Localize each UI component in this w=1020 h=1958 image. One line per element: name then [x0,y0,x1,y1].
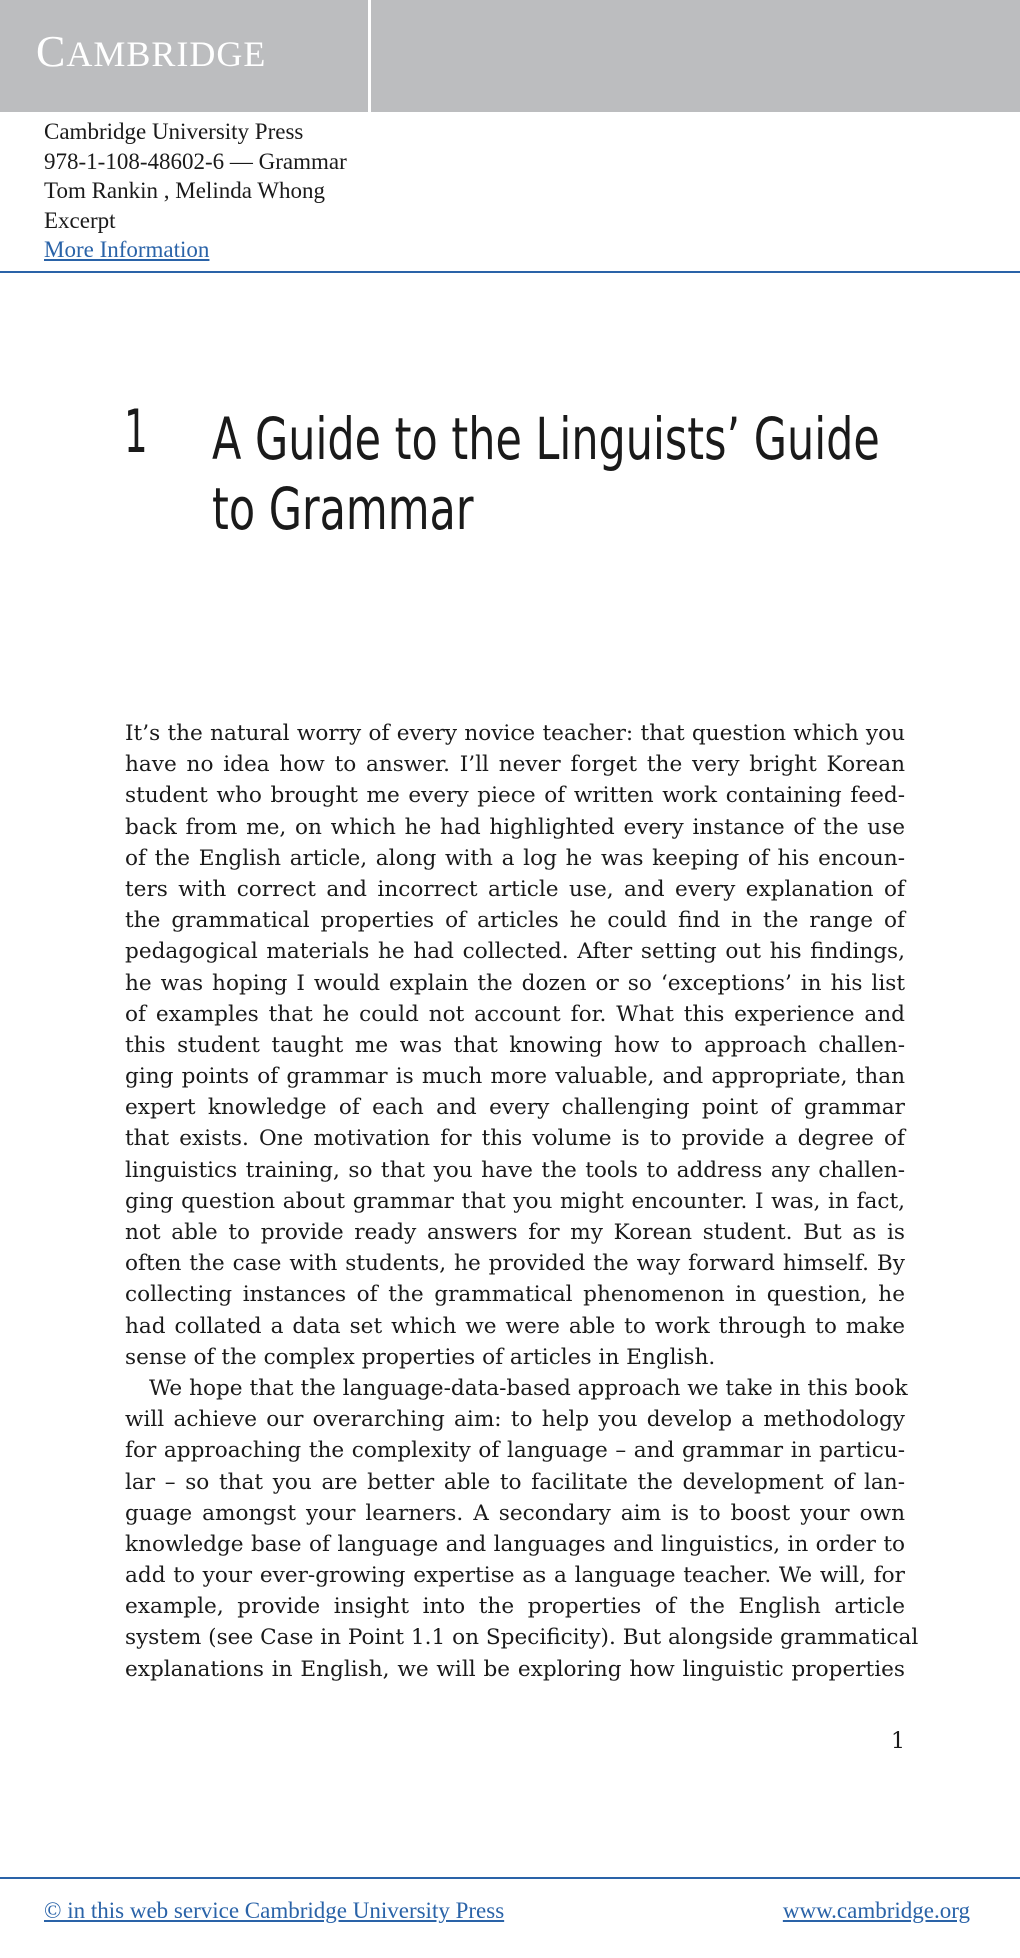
authors: Tom Rankin , Melinda Whong [44,178,325,203]
body-line: the grammatical properties of articles he could find in the range of [125,908,905,934]
body-line: not able to provide ready answers for my Korean student. But as is [125,1220,905,1245]
body-line: sense of the complex properties of articles in English. [125,1344,716,1370]
body-line: guage amongst your learners. A secondary aim is to boost your own [125,1500,905,1526]
body-line: system (see Case in Point 1.1 on Specificity). But alongside grammatical [125,1625,919,1651]
body-line: of examples that he could not account for. What this experience and [125,1001,905,1027]
body-line: explanations in English, we will be exploring how linguistic properties [125,1656,905,1682]
body-line: of the English article, along with a log he was keeping of his encoun- [125,845,905,871]
website-link[interactable]: www.cambridge.org [782,1898,970,1923]
body-line: that exists. One motivation for this volume is to provide a degree of [125,1126,905,1152]
chapter-title [212,404,880,544]
chapter-title-line-2: to Grammar [212,475,474,543]
body-line: collecting instances of the grammatical phenomenon in question, he [125,1282,905,1308]
body-line: example, provide insight into the properties of the English article [125,1594,905,1620]
chapter-number: 1 [124,397,148,467]
body-line: expert knowledge of each and every challenging point of grammar [125,1095,905,1121]
banner-divider [368,0,371,112]
body-line: back from me, on which he had highlighted every instance of the use [125,814,905,840]
body-line: ters with correct and incorrect article use, and every explanation of [125,876,905,902]
body-line: have no idea how to answer. I’ll never forget the very bright Korean [125,752,905,778]
body-line: had collated a data set which we were able to work through to make [125,1313,905,1339]
body-line: ging question about grammar that you might encounter. I was, in fact, [125,1188,905,1214]
body-line: lar – so that you are better able to facilitate the development of lan- [125,1469,905,1495]
body-line: often the case with students, he provided the way forward himself. By [125,1251,905,1277]
page-number: 1 [891,1729,905,1754]
body-line: will achieve our overarching aim: to help you develop a methodology [125,1407,905,1433]
body-line: It’s the natural worry of every novice teacher: that question which you [125,721,905,746]
body-line: student who brought me every piece of written work containing feed- [125,783,905,809]
copyright-link[interactable]: © in this web service Cambridge University Press [44,1898,505,1923]
footer-divider [0,1877,1020,1879]
body-line: he was hoping I would explain the dozen or so ‘exceptions’ in his list [125,970,905,996]
body-line: We hope that the language-data-based approach we take in this book [149,1375,908,1401]
header-banner [0,0,1020,112]
body-line: knowledge base of language and languages and linguistics, in order to [125,1531,905,1557]
excerpt-label: Excerpt [44,207,116,233]
header-divider [0,271,1020,273]
body-text [125,718,919,1685]
cambridge-logo: CAMBRIDGE [36,27,267,76]
body-line: linguistics training, so that you have the tools to address any challen- [125,1157,905,1183]
body-line: pedagogical materials he had collected. After setting out his findings, [125,939,905,965]
chapter-title-line-1: A Guide to the Linguists’ Guide [212,405,880,473]
body-line: add to your ever-growing expertise as a language teacher. We will, for [125,1563,905,1589]
book-meta [44,117,347,265]
isbn-title: 978-1-108-48602-6 — Grammar [44,148,347,174]
publisher-name: Cambridge University Press [44,119,304,144]
more-information-link[interactable]: More Information [44,237,210,262]
body-line: ging points of grammar is much more valuable, and appropriate, than [125,1064,905,1090]
body-line: this student taught me was that knowing how to approach challen- [125,1032,905,1058]
body-line: for approaching the complexity of language – and grammar in particu- [125,1438,905,1464]
